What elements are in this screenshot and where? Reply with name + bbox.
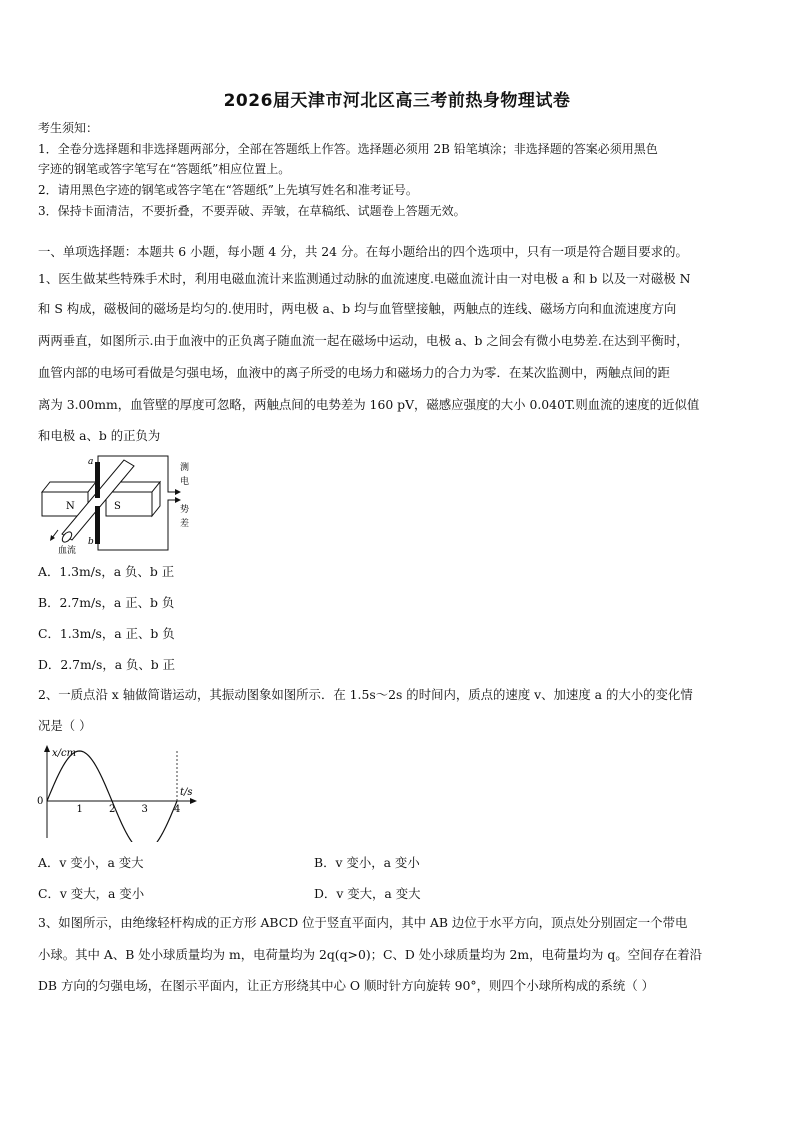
- x-axis-arrow: [190, 798, 197, 804]
- question-line: 1、医生做某些特殊手术时，利用电磁血流计来监测通过动脉的血流速度.电磁血流计由一对电极 a 和 b 以及一对磁极 N: [38, 271, 691, 286]
- section-heading: 一、单项选择题：本题共 6 小题，每小题 4 分，共 24 分。在每小题给出的四个选项中，只有一项是符合题目要求的。: [38, 244, 688, 259]
- question-line: DB 方向的匀强电场，在图示平面内，让正方形绕其中心 O 顺时针方向旋转 90°，则四个小球所构成的系统（ ）: [38, 978, 655, 993]
- x-tick-label: 1: [76, 804, 83, 815]
- oscillation-chart: [34, 742, 204, 842]
- y-axis-arrow: [44, 745, 50, 752]
- measure-label-char: 差: [180, 519, 190, 529]
- option-a[interactable]: A．1.3m/s，a 负、b 正: [38, 564, 175, 579]
- option-c[interactable]: C．v 变大，a 变小: [38, 886, 145, 901]
- measure-label-char: 势: [180, 505, 190, 515]
- x-tick-label: 4: [174, 804, 181, 815]
- page-title: 2026届天津市河北区高三考前热身物理试卷: [223, 91, 571, 111]
- x-tick-label: 2: [109, 804, 116, 815]
- origin-label: 0: [37, 796, 44, 807]
- notice-line: 字迹的钢笔或答字笔写在“答题纸”相应位置上。: [38, 162, 291, 176]
- question-line: 血管内部的电场可看做是匀强电场，血液中的离子所受的电场力和磁场力的合力为零．在某次监测中，两触点间的距: [38, 365, 670, 380]
- question-line: 两两垂直，如图所示.由于血液中的正负离子随血流一起在磁场中运动，电极 a、b 之间会有微小电势差.在达到平衡时，: [38, 333, 689, 348]
- notice-line: 3．保持卡面清洁，不要折叠，不要弄破、弄皱，在草稿纸、试题卷上答题无效。: [38, 204, 466, 218]
- option-a[interactable]: A．v 变小，a 变大: [38, 855, 144, 870]
- electrode-b-label: b: [88, 537, 94, 547]
- blood-flow-meter-figure: [38, 452, 198, 556]
- measure-label-char: 电: [180, 477, 190, 487]
- question-line: 和电极 a、b 的正负为: [38, 428, 161, 443]
- question-line: 况是（ ）: [38, 718, 92, 733]
- question-line: 3、如图所示，由绝缘轻杆构成的正方形 ABCD 位于竖直平面内，其中 AB 边位于水平方向，顶点处分别固定一个带电: [38, 915, 688, 930]
- electrode-a-label: a: [88, 457, 94, 467]
- blood-flow-label: 血流: [58, 546, 77, 556]
- magnet-n-label: N: [66, 501, 75, 512]
- magnet-s-label: S: [114, 501, 121, 512]
- option-d[interactable]: D．v 变大，a 变大: [314, 886, 421, 901]
- question-line: 小球。其中 A、B 处小球质量均为 m，电荷量均为 2q(q>0)；C、D 处小球质量均为 2m，电荷量均为 q。空间存在着沿: [38, 947, 703, 962]
- question-line: 离为 3.00mm，血管壁的厚度可忽略，两触点间的电势差为 160 pV，磁感应强度的大小 0.040T.则血流的速度的近似值: [38, 397, 700, 412]
- y-axis-label: x/cm: [52, 748, 77, 759]
- option-c[interactable]: C．1.3m/s，a 正、b 负: [38, 626, 175, 641]
- x-tick-label: 3: [141, 804, 148, 815]
- question-line: 和 S 构成，磁极间的磁场是均匀的.使用时，两电极 a、b 均与血管壁接触，两触点的连线、磁场方向和血流速度方向: [38, 301, 677, 316]
- notice-heading: 考生须知：: [38, 121, 99, 135]
- notice-line: 1．全卷分选择题和非选择题两部分，全部在答题纸上作答。选择题必须用 2B 铅笔填涂；非选择题的答案必须用黑色: [38, 142, 658, 156]
- question-line: 2、一质点沿 x 轴做简谐运动，其振动图象如图所示．在 1.5s～2s 的时间内，质点的速度 v、加速度 a 的大小的变化情: [38, 687, 693, 702]
- measure-label-char: 测: [180, 463, 190, 473]
- notice-line: 2．请用黑色字迹的钢笔或答字笔在“答题纸”上先填写姓名和准考证号。: [38, 183, 418, 197]
- option-b[interactable]: B．v 变小，a 变小: [314, 855, 420, 870]
- x-axis-label: t/s: [180, 787, 193, 798]
- option-b[interactable]: B．2.7m/s，a 正、b 负: [38, 595, 175, 610]
- option-d[interactable]: D．2.7m/s，a 负、b 正: [38, 657, 176, 672]
- chart-series-line: [47, 751, 177, 842]
